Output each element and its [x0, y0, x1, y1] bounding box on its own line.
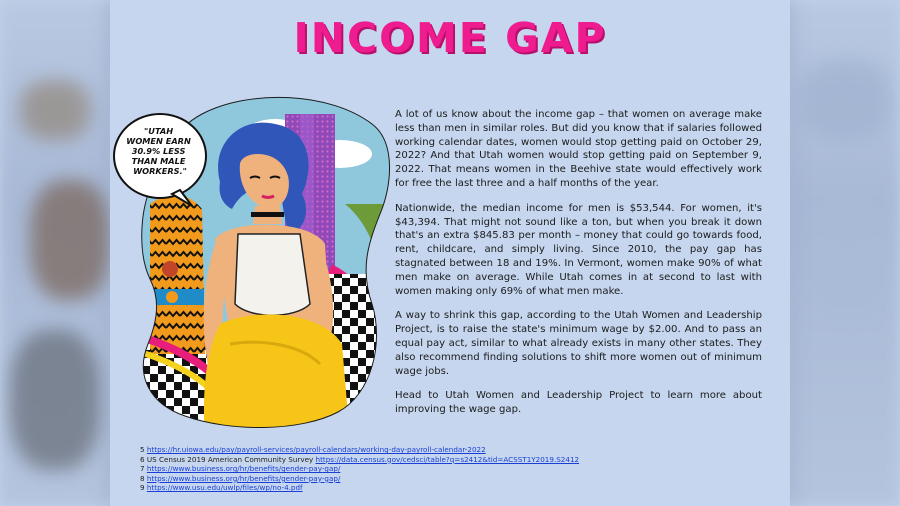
footnote-6: 6 US Census 2019 American Community Survey https://data.census.gov/cedsci/table?q=s2412&tid=ACSST1Y2019.S2412 — [140, 454, 580, 464]
slide-title: INCOME GAP — [293, 14, 607, 62]
paragraph-1: A lot of us know about the income gap – that women on average make less than men in similar roles. But did you know that if salaries followed working calendar dates, women would stop getting paid on October 29, 2022? And that Utah women would stop getting paid on September 9, 2022. That means women in the Beehive state would effectively work for free the last three and a half months of the year. — [395, 109, 762, 189]
footnote-5: 5 https://hr.uiowa.edu/pay/payroll-services/payroll-calendars/working-day-payroll-calendar-2022 — [140, 445, 486, 454]
bubble-line-3: 30.9% LESS — [131, 146, 186, 156]
bubble-line-4: THAN MALE — [131, 156, 186, 166]
paragraph-4: Head to Utah Women and Leadership Project to learn more about improving the wage gap. — [395, 390, 762, 416]
footnote-5-link[interactable]: https://hr.uiowa.edu/pay/payroll-services/payroll-calendars/working-day-payroll-calendar-2022 — [146, 445, 486, 454]
footnote-8-link[interactable]: https://www.business.org/hr/benefits/gender-pay-gap/ — [146, 473, 341, 483]
left-blurred-backdrop — [0, 0, 110, 506]
footnote-7: 7 https://www.business.org/hr/benefits/gender-pay-gap/ — [140, 464, 341, 474]
footnote-8: 8 https://www.business.org/hr/benefits/gender-pay-gap/ — [140, 473, 341, 483]
bubble-line-2: WOMEN EARN — [126, 136, 191, 146]
footnote-7-link[interactable]: https://www.business.org/hr/benefits/gender-pay-gap/ — [146, 464, 341, 474]
bubble-line-1: "UTAH — [144, 126, 174, 136]
footnote-9: 9 https://www.usu.edu/uwlp/files/wp/no-4.pdf — [140, 483, 303, 493]
footnote-6-link[interactable]: https://data.census.gov/cedsci/table?q=s2412&tid=ACSST1Y2019.S2412 — [315, 454, 580, 464]
bubble-line-5: WORKERS." — [133, 166, 187, 176]
paragraph-3: A way to shrink this gap, according to the Utah Women and Leadership Project, is to raise the state's minimum wage by $2.00. And to pass an equal pay act, similar to what already exists in many other states. They also recommend finding solutions to shift more women out of minimum wage jobs. — [395, 310, 762, 377]
footnote-9-link[interactable]: https://www.usu.edu/uwlp/files/wp/no-4.pdf — [146, 483, 303, 493]
slide — [110, 0, 790, 506]
article-body — [395, 108, 762, 428]
footnotes — [140, 445, 780, 493]
paragraph-2: Nationwide, the median income for men is $53,544. For women, it's $43,394. That might not sound like a ton, but when you break it down that's an extra $845.83 per month – money that could go towards food, rent, childcare, and simply living. Since 2010, the pay gap has stagnated between 18 and 19%. In Vermont, women make 90% of what men make on average. While Utah comes in at second to last with women making only 69% of what men make. — [395, 202, 762, 297]
right-blurred-backdrop — [790, 0, 900, 506]
woman-illustration — [110, 94, 395, 439]
